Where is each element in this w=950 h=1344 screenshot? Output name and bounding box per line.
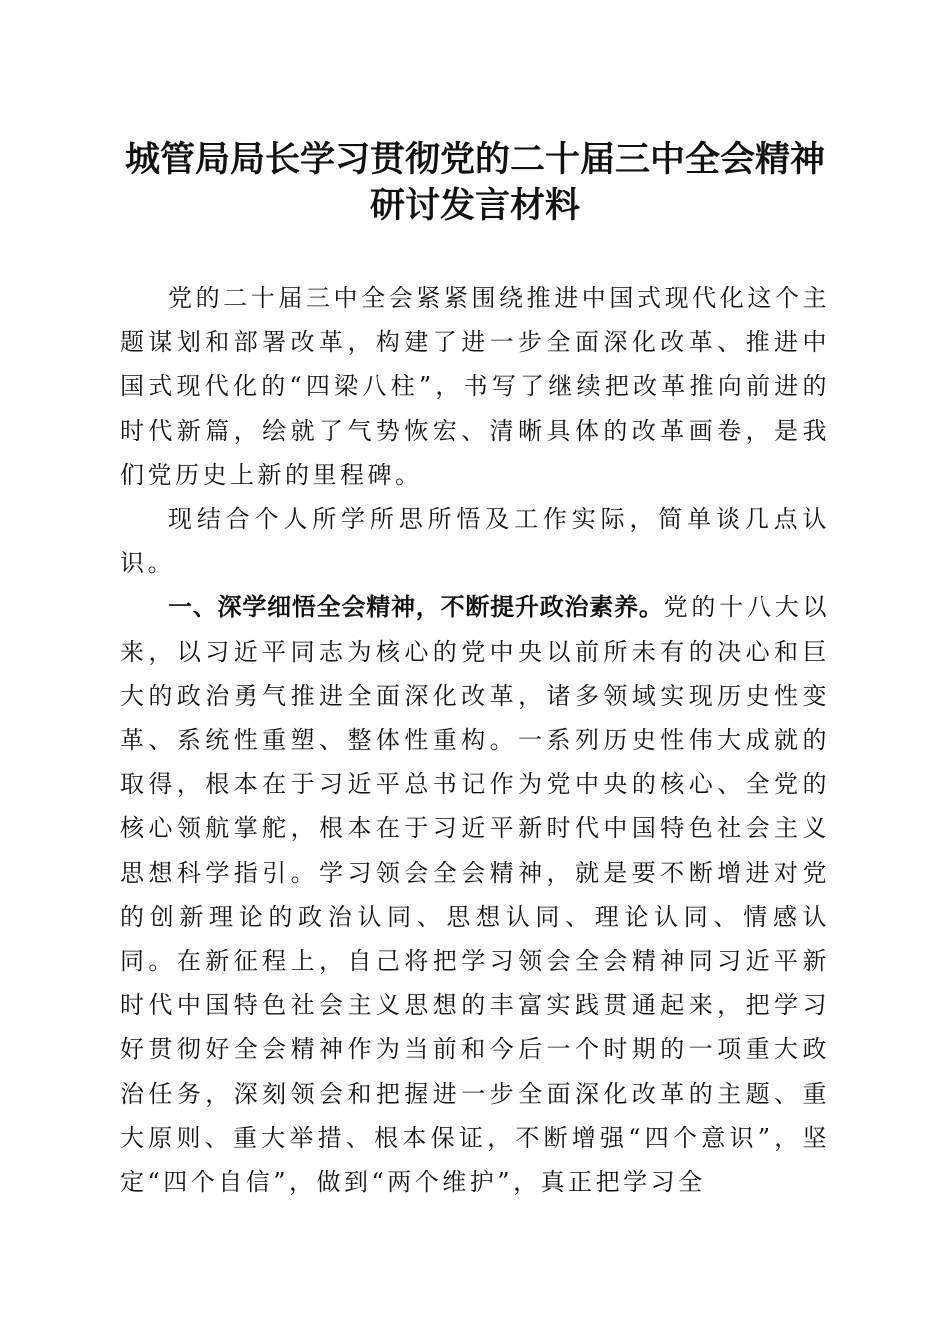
section-heading-1: 一、深学细悟全会精神，不断提升政治素养。 xyxy=(168,592,664,622)
paragraph-3 xyxy=(120,585,830,1204)
document-body xyxy=(120,276,830,1204)
document-title-line-1: 城管局局长学习贯彻党的二十届三中全会精神 xyxy=(124,139,825,180)
paragraph-3-body: 党的十八大以来，以习近平同志为核心的党中央以前所未有的决心和巨大的政治勇气推进全面深化改革，诸多领域实现历史性变革、系统性重塑、整体性重构。一系列历史性伟大成就的取得，根本在于习近平总书记作为党中央的核心、全党的核心领航掌舵，根本在于习近平新时代中国特色社会主义思想科学指引。学习领会全会精神，就是要不断增进对党的创新理论的政治认同、思想认同、理论认同、情感认同。在新征程上，自己将把学习领会全会精神同习近平新时代中国特色社会主义思想的丰富实践贯通起来，把学习好贯彻好全会精神作为当前和今后一个时期的一项重大政治任务，深刻领会和把握进一步全面深化改革的主题、重大原则、重大举措、根本保证，不断增强“四个意识”，坚定“四个自信”，做到“两个维护”，真正把学习全 xyxy=(120,593,831,1197)
paragraph-2: 现结合个人所学所思所悟及工作实际，简单谈几点认识。 xyxy=(120,505,830,578)
paragraph-1: 党的二十届三中全会紧紧围绕推进中国式现代化这个主题谋划和部署改革，构建了进一步全面深化改革、推进中国式现代化的“四梁八柱”，书写了继续把改革推向前进的时代新篇，绘就了气势恢宏、清晰具体的改革画卷，是我们党历史上新的里程碑。 xyxy=(120,284,830,489)
document-title-line-2: 研讨发言材料 xyxy=(369,185,580,226)
